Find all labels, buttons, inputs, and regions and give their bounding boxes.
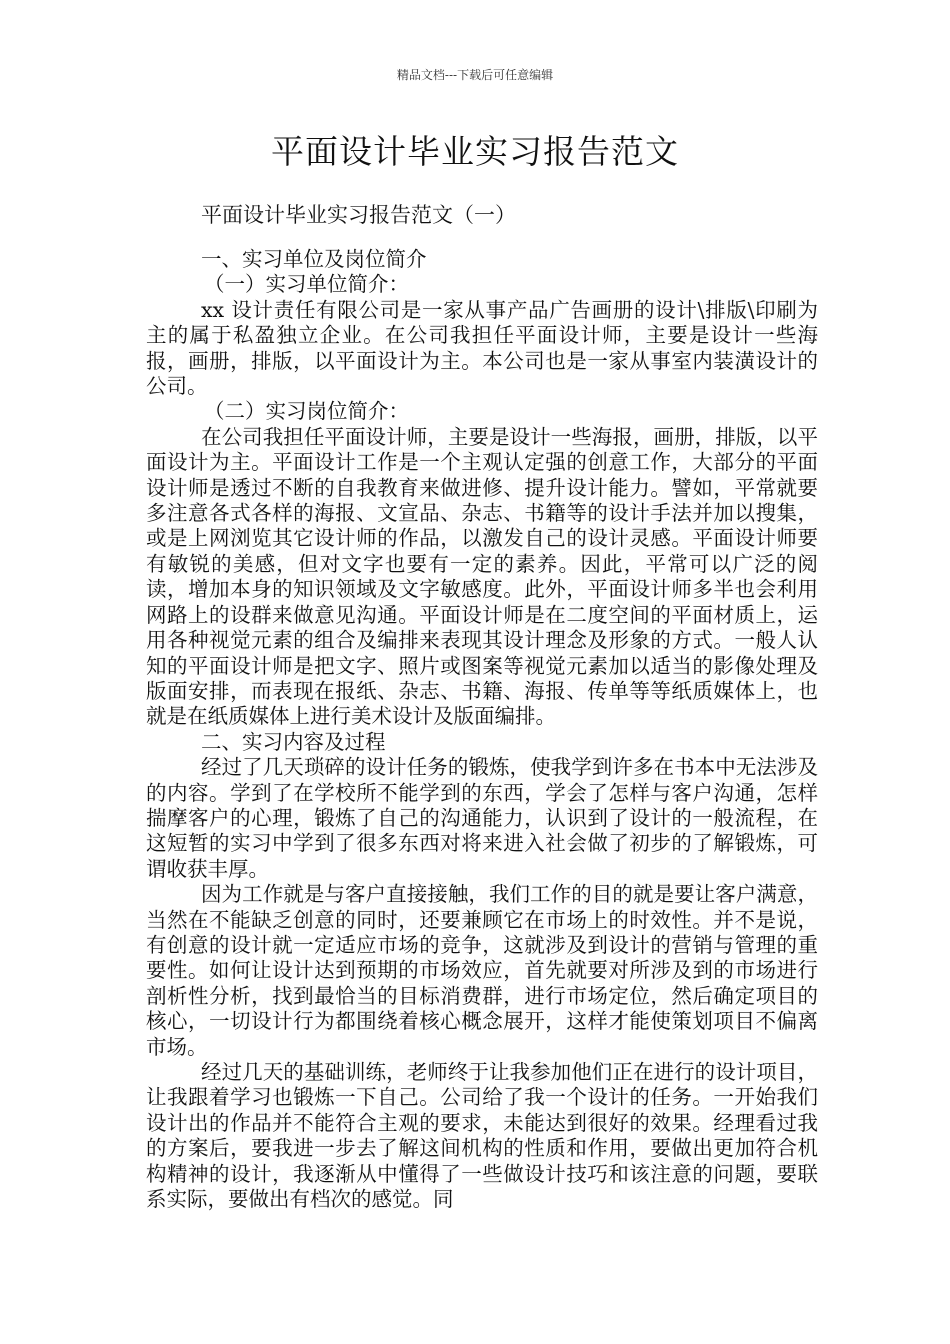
paragraph-content-1: 经过了几天琐碎的设计任务的锻炼，使我学到许多在书本中无法涉及的内容。学到了在学校所不能学到的东西，学会了怎样与客户沟通，怎样揣摩客户的心理，锻炼了自己的沟通能力，认识到了设计的一般流程，在这短暂的实习中学到了很多东西对将来进入社会做了初步的了解锻炼，可谓收获丰厚。 bbox=[146, 755, 818, 881]
subsection-heading-unit: （一）实习单位简介： bbox=[204, 272, 409, 297]
paragraph-position-intro: 在公司我担任平面设计师，主要是设计一些海报，画册，排版，以平面设计为主。平面设计工作是一个主观认定强的创意工作，大部分的平面设计师是透过不断的自我教育来做进修、提升设计能力。譬如，平常就要多注意各式各样的海报、文宣品、杂志、书籍等的设计手法并加以搜集，或是上网浏览其它设计师的作品，以激发自己的设计灵感。平面设计师要有敏锐的美感，但对文字也要有一定的素养。因此，平常可以广泛的阅读，增加本身的知识领域及文字敏感度。此外，平面设计师多半也会利用网路上的设群来做意见沟通。平面设计师是在二度空间的平面材质上，运用各种视觉元素的组合及编排来表现其设计理念及形象的方式。一般人认知的平面设计师是把文字、照片或图案等视觉元素加以适当的影像处理及版面安排，而表现在报纸、杂志、书籍、海报、传单等等纸质媒体上，也就是在纸质媒体上进行美术设计及版面编排。 bbox=[146, 424, 818, 729]
header-note: 精品文档---下载后可任意编辑 bbox=[396, 68, 554, 82]
document-subtitle: 平面设计毕业实习报告范文（一） bbox=[201, 203, 516, 227]
document-body bbox=[146, 247, 818, 1212]
document-title: 平面设计毕业实习报告范文 bbox=[271, 132, 679, 171]
paragraph-content-2: 因为工作就是与客户直接接触，我们工作的目的就是要让客户满意，当然在不能缺乏创意的同时，还要兼顾它在市场上的时效性。并不是说，有创意的设计就一定适应市场的竞争，这就涉及到设计的营销与管理的重要性。如何让设计达到预期的市场效应，首先就要对所涉及到的市场进行剖析性分析，找到最恰当的目标消费群，进行市场定位，然后确定项目的核心，一切设计行为都围绕着核心概念展开，这样才能使策划项目不偏离市场。 bbox=[146, 882, 818, 1059]
section-heading-1: 一、实习单位及岗位简介 bbox=[201, 247, 427, 271]
paragraph-content-3: 经过几天的基础训练，老师终于让我参加他们正在进行的设计项目，让我跟着学习也锻炼一下自己。公司给了我一个设计的任务。一开始我们设计出的作品并不能符合主观的要求，未能达到很好的效果。经理看过我的方案后，要我进一步去了解这间机构的性质和作用，要做出更加符合机构精神的设计，我逐渐从中懂得了一些做设计技巧和该注意的问题，要联系实际，要做出有档次的感觉。同 bbox=[146, 1060, 818, 1212]
section-heading-2: 二、实习内容及过程 bbox=[201, 729, 386, 754]
paragraph-unit-intro: xx 设计责任有限公司是一家从事产品广告画册的设计\排版\印刷为主的属于私盈独立企业。在公司我担任平面设计师，主要是设计一些海报，画册，排版，以平面设计为主。本公司也是一家从事室内装潢设计的公司。 bbox=[146, 297, 818, 399]
subsection-heading-position: （二）实习岗位简介： bbox=[204, 399, 409, 424]
